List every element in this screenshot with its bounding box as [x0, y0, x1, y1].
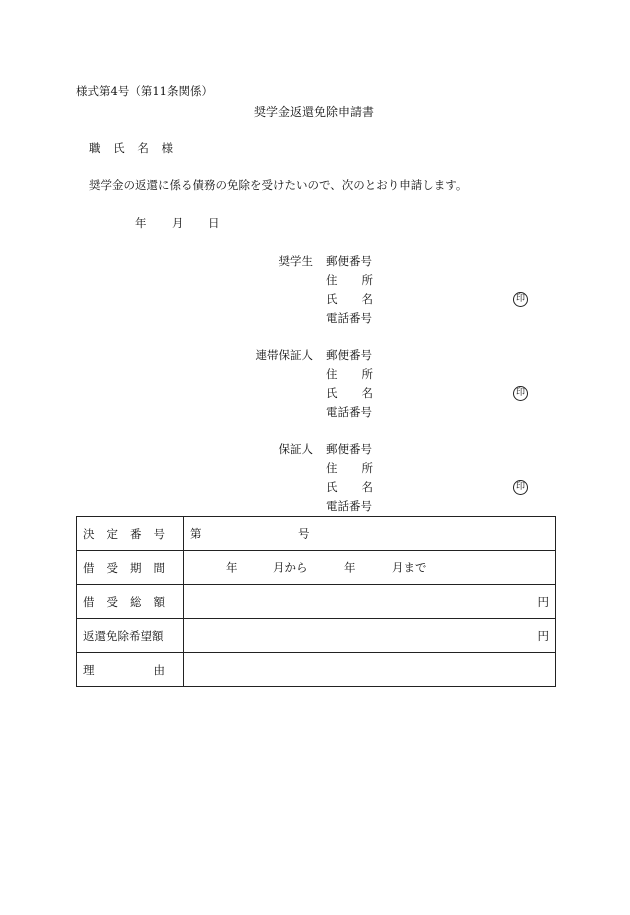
table-row: [77, 619, 556, 653]
exemption-amount-label: 返還免除希望額: [77, 619, 184, 653]
table-row: [77, 551, 556, 585]
phone-label: 電話番号: [326, 405, 372, 419]
table-row: [77, 517, 556, 551]
reason-label: 理 由: [77, 653, 184, 687]
seal-icon: 印: [513, 480, 528, 495]
decision-number-label: 決 定 番 号: [77, 517, 184, 551]
postal-code-label: 郵便番号: [326, 348, 372, 362]
party-role-label: 保証人: [278, 442, 313, 456]
total-borrowed-label: 借 受 総 額: [77, 585, 184, 619]
reason-field[interactable]: [184, 653, 556, 687]
form-number: 様式第4号（第11条関係）: [76, 84, 213, 98]
table-row: [77, 653, 556, 687]
table-row: [77, 585, 556, 619]
postal-code-label: 郵便番号: [326, 442, 372, 456]
seal-icon: 印: [513, 292, 528, 307]
phone-label: 電話番号: [326, 311, 372, 325]
address-label: 住 所: [326, 273, 373, 287]
address-label: 住 所: [326, 461, 373, 475]
phone-label: 電話番号: [326, 499, 372, 513]
date-month-label: 月: [172, 216, 184, 230]
seal-icon: 印: [513, 386, 528, 401]
form-title: 奨学金返還免除申請書: [254, 105, 375, 119]
total-borrowed-field[interactable]: 円: [184, 585, 556, 619]
party-role-label: 連帯保証人: [255, 348, 313, 362]
party-role-label: 奨学生: [278, 254, 313, 268]
addressee: 職 氏 名 様: [89, 141, 173, 155]
borrowing-period-label: 借 受 期 間: [77, 551, 184, 585]
name-label: 氏 名: [326, 480, 373, 494]
name-label: 氏 名: [326, 386, 373, 400]
exemption-amount-field[interactable]: 円: [184, 619, 556, 653]
application-statement: 奨学金の返還に係る債務の免除を受けたいので、次のとおり申請します。: [89, 178, 468, 192]
date-day-label: 日: [208, 216, 220, 230]
name-label: 氏 名: [326, 292, 373, 306]
date-year-label: 年: [135, 216, 147, 230]
borrowing-period-field[interactable]: 年 月から 年 月まで: [184, 551, 556, 585]
postal-code-label: 郵便番号: [326, 254, 372, 268]
address-label: 住 所: [326, 367, 373, 381]
application-details-table: [76, 516, 556, 687]
decision-number-field[interactable]: 第 号: [184, 517, 556, 551]
